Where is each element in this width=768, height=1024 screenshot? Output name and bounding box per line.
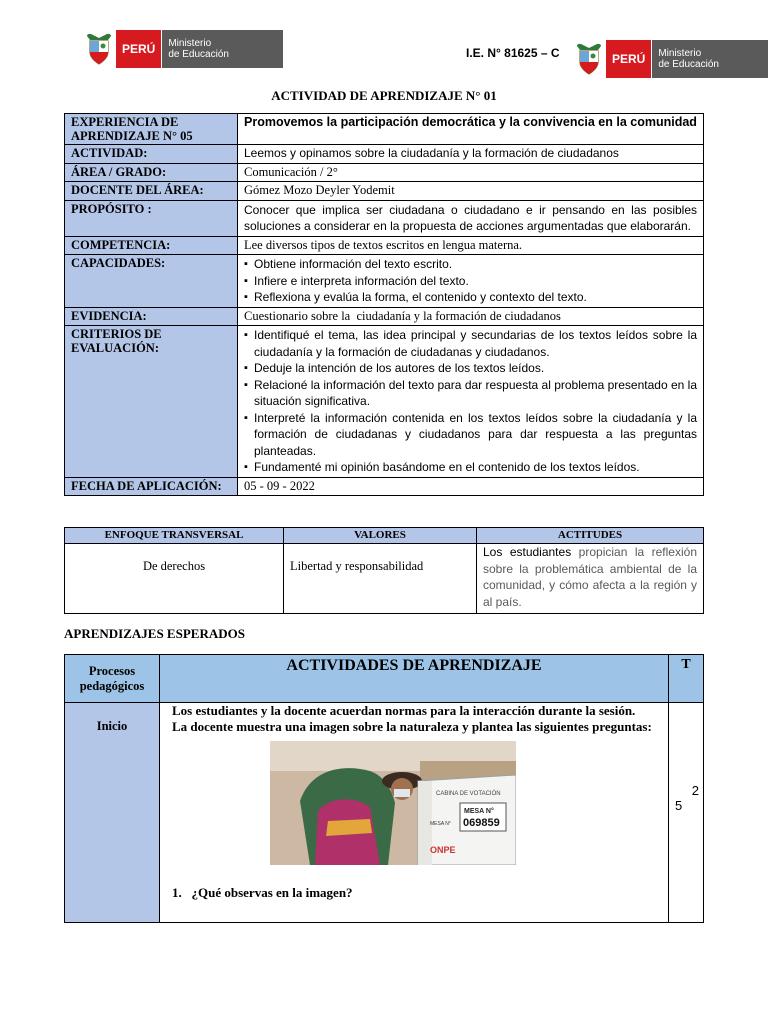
school-id: I.E. N° 81625 – C — [466, 46, 560, 60]
table-row — [65, 307, 704, 326]
docente-value: Gómez Mozo Deyler Yodemit — [238, 182, 704, 201]
criterios-label: CRITERIOS DE EVALUACIÓN: — [65, 326, 238, 478]
enfoque-header: ENFOQUE TRANSVERSAL — [65, 528, 284, 544]
procesos-header: Procesos pedagógicos — [65, 655, 160, 703]
ministry-label — [651, 40, 768, 78]
proposito-value: Conocer que implica ser ciudadana o ciudadano e ir pensando en las posibles soluciones a considerar en la propuesta de acciones argumentadas que elaborarán. — [238, 200, 704, 236]
list-item: ▪ Identifiqué el tema, las idea principal y secundarias de los textos leídos sobre la ciudadanía y la formación de ciudadanas y ciudadanos. — [244, 327, 697, 360]
phase-label: Inicio — [65, 703, 160, 923]
capacidades-label: CAPACIDADES: — [65, 255, 238, 308]
evidencia-value: Cuestionario sobre la ciudadanía y la formación de ciudadanos — [238, 307, 704, 326]
list-item: ▪ Infiere e interpreta información del texto. — [244, 273, 697, 290]
question-number: 1. — [172, 885, 182, 900]
criterios-list — [244, 327, 697, 476]
fecha-value: 05 - 09 - 2022 — [238, 477, 704, 496]
time-digit-2: 5 — [675, 798, 683, 813]
list-item: ▪ Reflexiona y evalúa la forma, el contenido y contexto del texto. — [244, 289, 697, 306]
area-label: ÁREA / GRADO: — [65, 163, 238, 182]
valores-value: Libertad y responsabilidad — [284, 544, 477, 614]
actitudes-subject: Los estudiantes — [483, 545, 572, 559]
actitudes-value — [477, 544, 704, 614]
question-1 — [172, 885, 656, 901]
criterios-value — [238, 326, 704, 478]
photo-onpe-text: ONPE — [430, 845, 456, 855]
competencia-label: COMPETENCIA: — [65, 236, 238, 255]
photo-cabina-text: CABINA DE VOTACIÓN — [436, 791, 501, 797]
fecha-label: FECHA DE APLICACIÓN: — [65, 477, 238, 496]
ministry-label — [161, 30, 283, 68]
actividades-table — [64, 654, 704, 923]
list-item: ▪ Fundamenté mi opinión basándome en el contenido de los textos leídos. — [244, 459, 697, 476]
table-header-row — [65, 528, 704, 544]
table-row — [65, 477, 704, 496]
competencia-value: Lee diversos tipos de textos escritos en lengua materna. — [238, 236, 704, 255]
docente-label: DOCENTE DEL ÁREA: — [65, 182, 238, 201]
ministry-line-2: de Educación — [168, 49, 229, 60]
table-row — [65, 236, 704, 255]
ministry-line-1: Ministerio — [658, 48, 702, 59]
photo-mesa-number: 069859 — [463, 817, 500, 829]
table-row — [65, 182, 704, 201]
list-item: ▪ Obtiene información del texto escrito. — [244, 256, 697, 273]
aprendizajes-heading: APRENDIZAJES ESPERADOS — [64, 626, 245, 641]
capacidades-value — [238, 255, 704, 308]
peru-label: PERÚ — [116, 30, 161, 68]
area-value: Comunicación / 2° — [238, 163, 704, 182]
actividad-value: Leemos y opinamos sobre la ciudadanía y la formación de ciudadanos — [238, 145, 704, 164]
minedu-logo-right — [572, 40, 768, 78]
ministry-line-2: de Educación — [658, 59, 719, 70]
actitudes-text: propician la reflexión sobre la problemática ambiental de la comunidad, y cómo afecta a la región y al país. — [483, 545, 697, 609]
capacidades-list — [244, 256, 697, 306]
actitudes-header: ACTITUDES — [477, 528, 704, 544]
time-digit-1: 2 — [691, 783, 699, 798]
table-row — [65, 703, 704, 923]
peru-coat-of-arms-icon — [572, 40, 606, 78]
list-item: ▪ Relacioné la información del texto para dar respuesta al problema presentado en la situación significativa. — [244, 377, 697, 410]
photo-mesa-text: MESA N° — [464, 808, 494, 815]
activity-info-table — [64, 113, 704, 496]
activity-paragraph-1: Los estudiantes y la docente acuerdan normas para la interacción durante la sesión. — [172, 703, 636, 718]
actividad-label: ACTIVIDAD: — [65, 145, 238, 164]
activity-body — [160, 703, 669, 923]
table-header-row — [65, 655, 704, 703]
table-row — [65, 326, 704, 478]
list-item: ▪ Interpreté la información contenida en los textos leídos sobre la ciudadanía y la formación de ciudadanas y ciudadanos para dar respuesta a las preguntas planteadas. — [244, 410, 697, 460]
voting-booth-photo — [270, 741, 516, 865]
experiencia-value: Promovemos la participación democrática y la convivencia en la comunidad — [238, 114, 704, 145]
proposito-label: PROPÓSITO : — [65, 200, 238, 236]
enfoque-transversal-table — [64, 527, 704, 614]
minedu-logo-left — [82, 30, 283, 68]
table-row — [65, 145, 704, 164]
table-row — [65, 255, 704, 308]
enfoque-value: De derechos — [65, 544, 284, 614]
actividades-header: ACTIVIDADES DE APRENDIZAJE — [160, 655, 669, 703]
peru-label: PERÚ — [606, 40, 651, 78]
peru-coat-of-arms-icon — [82, 30, 116, 68]
evidencia-label: EVIDENCIA: — [65, 307, 238, 326]
tiempo-header: T — [669, 655, 704, 703]
time-cell — [669, 703, 704, 923]
table-row — [65, 163, 704, 182]
question-text: ¿Qué observas en la imagen? — [191, 885, 353, 900]
table-row — [65, 200, 704, 236]
table-row — [65, 114, 704, 145]
activity-paragraph-2: La docente muestra una imagen sobre la naturaleza y plantea las siguientes preguntas: — [172, 719, 652, 734]
experiencia-label: EXPERIENCIA DE APRENDIZAJE N° 05 — [65, 114, 238, 145]
list-item: ▪ Deduje la intención de los autores de los textos leídos. — [244, 360, 697, 377]
table-row — [65, 544, 704, 614]
valores-header: VALORES — [284, 528, 477, 544]
photo-mesa-small-text: MESA N° — [430, 821, 451, 827]
document-title: ACTIVIDAD DE APRENDIZAJE N° 01 — [271, 88, 497, 103]
ministry-line-1: Ministerio — [168, 38, 212, 49]
